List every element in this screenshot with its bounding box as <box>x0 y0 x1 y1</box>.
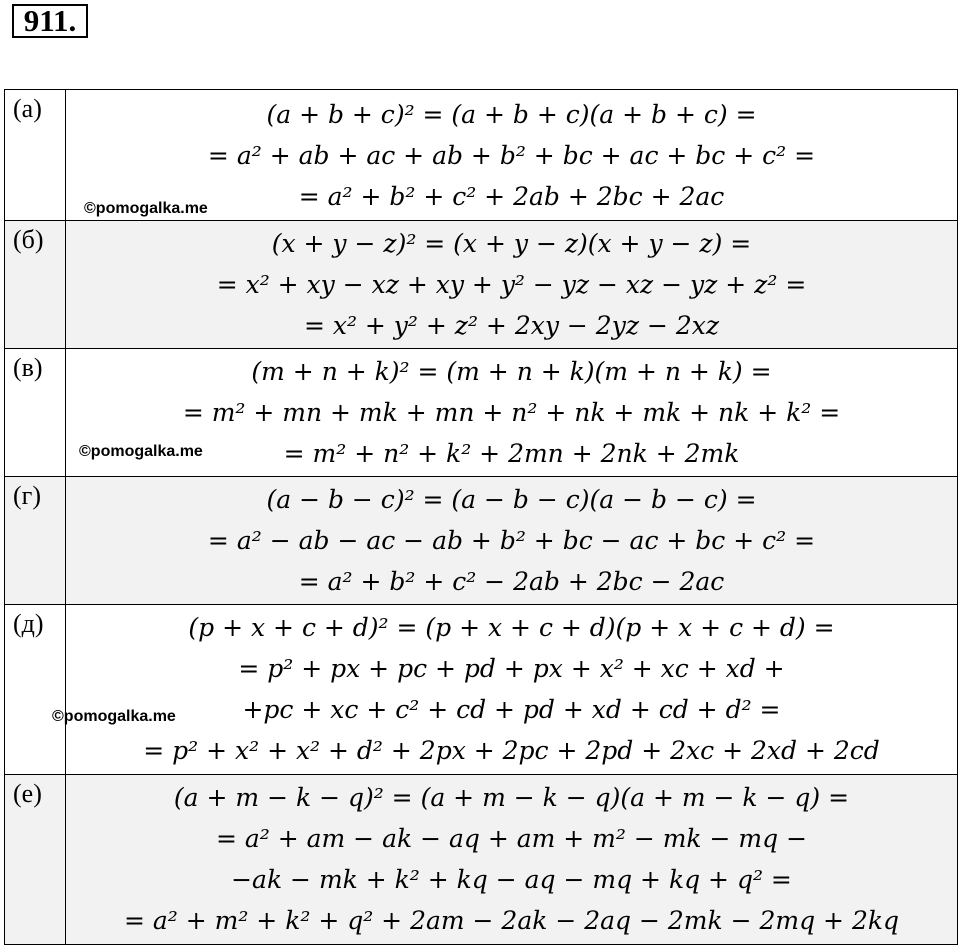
math-line: = x² + xy − xz + xy + y² − yz − xz − yz + z² = <box>216 270 807 299</box>
math-line: = m² + mn + mk + mn + n² + nk + mk + nk + k² = <box>182 398 841 427</box>
row-label: (д) <box>5 605 66 775</box>
math-line: = a² − ab − ac − ab + b² + bc − ac + bc + c² = <box>207 526 816 555</box>
math-line: (p + x + c + d)² = (p + x + c + d)(p + x + c + d) = <box>188 613 835 642</box>
row-label: (а) <box>5 90 66 221</box>
math-line: −ak − mk + k² + kq − aq − mq + kq + q² = <box>231 865 792 894</box>
watermark: ©pomogalka.me <box>84 200 208 217</box>
solutions-table <box>4 89 958 945</box>
watermark: ©pomogalka.me <box>79 443 203 460</box>
math-line: = a² + m² + k² + q² + 2am − 2ak − 2aq − 2mk − 2mq + 2kq <box>123 906 900 935</box>
math-line: (x + y − z)² = (x + y − z)(x + y − z) = <box>271 229 752 258</box>
math-line: = x² + y² + z² + 2xy − 2yz − 2xz <box>303 311 720 340</box>
row-d <box>5 605 958 775</box>
math-cell <box>52 605 958 775</box>
row-b <box>5 221 958 349</box>
math-line: = p² + x² + x² + d² + 2px + 2pc + 2pd + 2xc + 2xd + 2cd <box>143 736 880 765</box>
math-cell <box>66 221 958 349</box>
watermark: ©pomogalka.me <box>52 708 176 725</box>
row-label: (б) <box>5 221 66 349</box>
row-e <box>5 775 958 945</box>
math-line: = p² + px + pc + pd + px + x² + xc + xd + <box>238 654 785 683</box>
math-line: = a² + b² + c² − 2ab + 2bc − 2ac <box>298 567 725 596</box>
math-line: (a − b − c)² = (a − b − c)(a − b − c) = <box>266 485 757 514</box>
row-label: (е) <box>5 775 66 945</box>
row-v <box>5 349 958 477</box>
math-line: = m² + n² + k² + 2mn + 2nk + 2mk <box>283 439 740 468</box>
math-line: (m + n + k)² = (m + n + k)(m + n + k) = <box>251 357 772 386</box>
math-line: = a² + ab + ac + ab + b² + bc + ac + bc + c² = <box>207 141 816 170</box>
math-cell <box>66 90 958 221</box>
task-number: 911. <box>12 4 88 38</box>
row-g <box>5 477 958 605</box>
row-label: (г) <box>5 477 66 605</box>
row-a <box>5 90 958 221</box>
math-line: = a² + am − ak − aq + am + m² − mk − mq − <box>215 824 808 853</box>
math-cell <box>66 477 958 605</box>
math-cell <box>66 775 958 945</box>
row-label: (в) <box>5 349 66 477</box>
math-line: (a + m − k − q)² = (a + m − k − q)(a + m − k − q) = <box>173 783 850 812</box>
math-line: (a + b + c)² = (a + b + c)(a + b + c) = <box>266 100 757 129</box>
math-line: = a² + b² + c² + 2ab + 2bc + 2ac <box>298 182 725 211</box>
math-line: +pc + xc + c² + cd + pd + xd + cd + d² = <box>242 695 781 724</box>
math-cell <box>66 349 958 477</box>
